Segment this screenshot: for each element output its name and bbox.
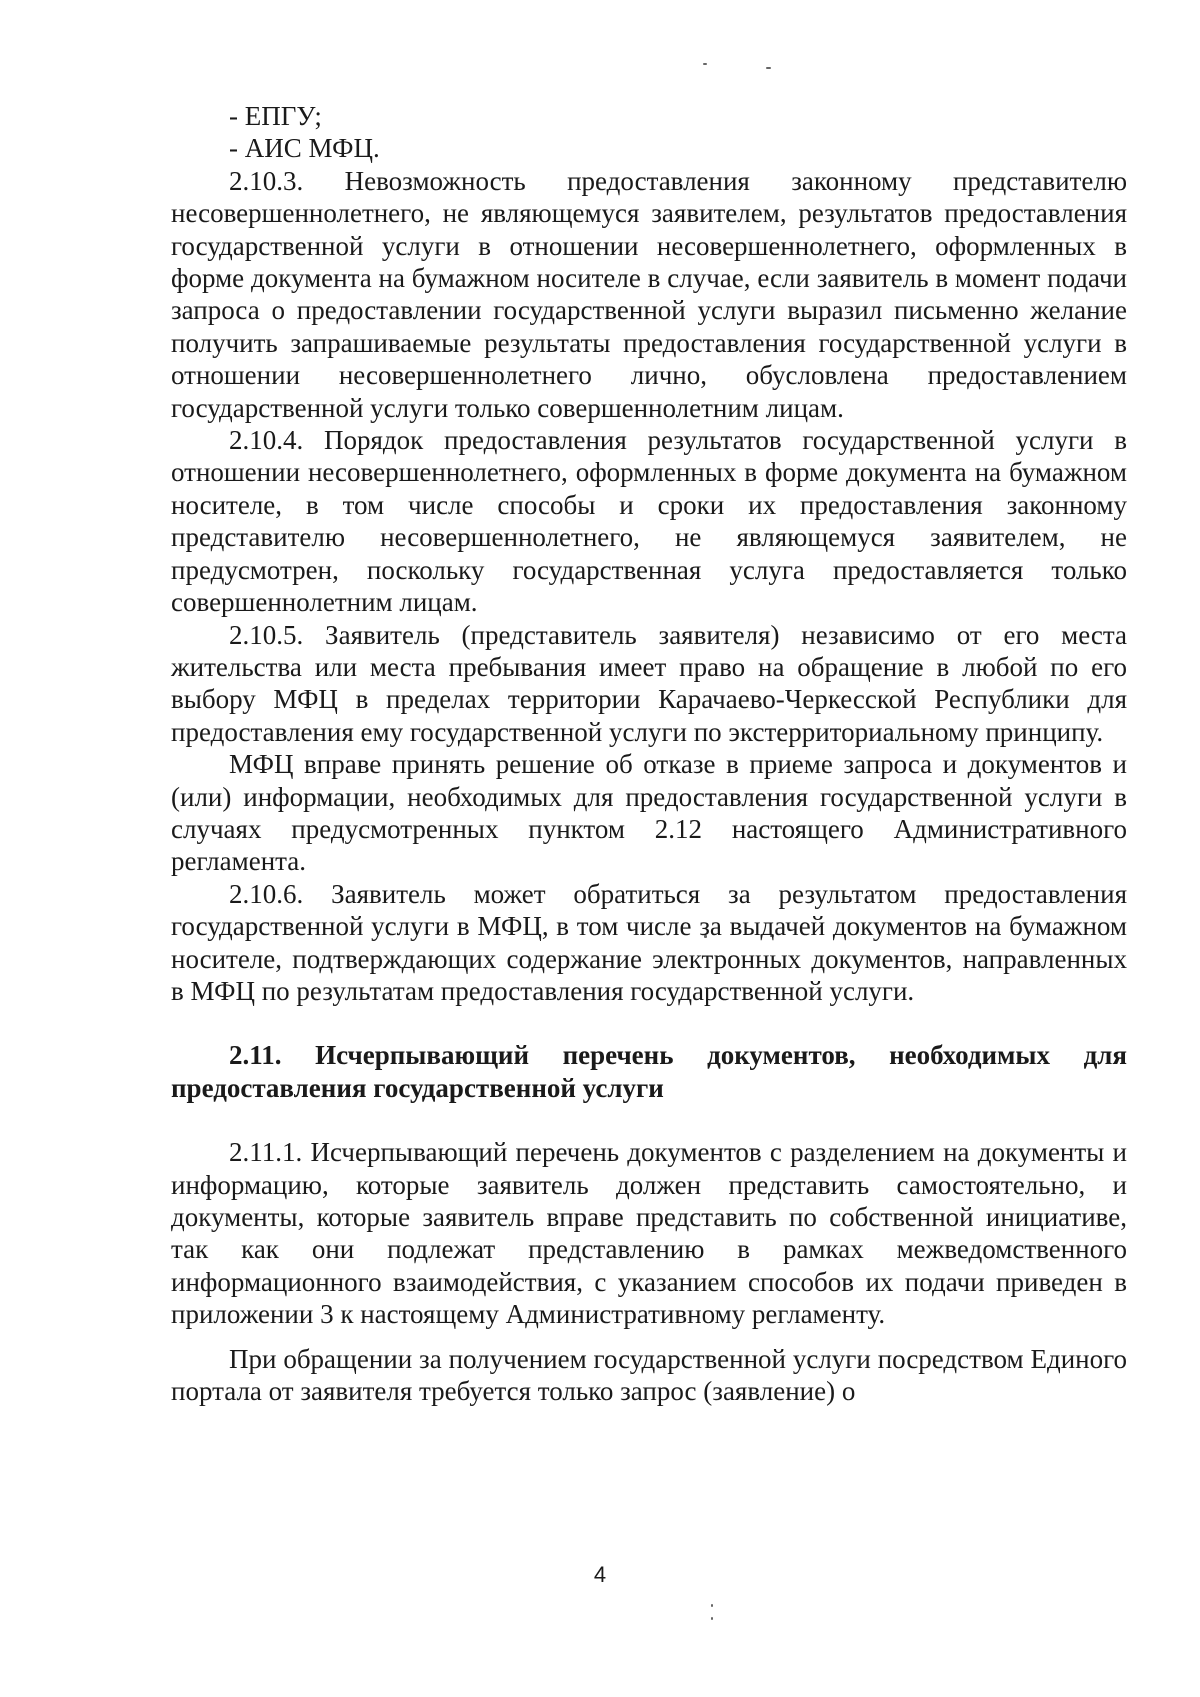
paragraph-2-10-4: 2.10.4. Порядок предоставления результатов государственной услуги в отношении несовершеннолетнего, оформленных в форме документа на бумажном носителе, в том числе способы и сроки их предоставления законному представителю несовершеннолетнего, не являющемуся заявителем, не предусмотрен, поскольку государственная услуга предоставляется только совершеннолетним лицам. <box>171 425 1127 618</box>
paragraph-2-10-3: 2.10.3. Невозможность предоставления законному представителю несовершеннолетнего, не являющемуся заявителем, результатов предоставления государственной услуги в отношении несовершеннолетнего, оформленных в форме документа на бумажном носителе в случае, если заявитель в момент подачи запроса о предоставлении государственной услуги выразил письменно желание получить запрашиваемые результаты предоставления государственной услуги в отношении несовершеннолетнего лично, обусловлена предоставлением государственной услуги только совершеннолетним лицам. <box>171 165 1127 423</box>
scan-speck <box>703 63 707 65</box>
document-body <box>171 100 1127 1407</box>
paragraph-single-portal: При обращении за получением государственной услуги посредством Единого портала от заявителя требуется только запрос (заявление) о <box>171 1343 1127 1407</box>
page-number: 4 <box>593 1562 607 1587</box>
paragraph-mfc-refusal: МФЦ вправе принять решение об отказе в приеме запроса и документов и (или) информации, необходимых для предоставления государственной услуги в случаях предусмотренных пунктом 2.12 настоящего Административного регламента. <box>171 749 1127 877</box>
list-item: - ЕПГУ; <box>229 101 322 131</box>
paragraph-2-10-5: 2.10.5. Заявитель (представитель заявителя) независимо от его места жительства или места пребывания имеет право на обращение в любой по его выбору МФЦ в пределах территории Карачаево-Черкесской Республики для предоставления ему государственной услуги по экстерриториальному принципу. <box>171 619 1127 747</box>
section-heading-2-11: 2.11. Исчерпывающий перечень документов, необходимых для предоставления государственной услуги <box>171 1040 1127 1103</box>
scan-speck <box>711 1617 713 1620</box>
scan-speck <box>766 67 771 69</box>
list-item: - АИС МФЦ. <box>229 133 380 164</box>
paragraph-2-11-1: 2.11.1. Исчерпывающий перечень документов с разделением на документы и информацию, которые заявитель должен представить самостоятельно, и документы, которые заявитель вправе представить по собственной инициативе, так как они подлежат представлению в рамках межведомственного информационного взаимодействия, с указанием способов их подачи приведен в приложении 3 к настоящему Административному регламенту. <box>171 1137 1127 1330</box>
scan-speck <box>711 1604 713 1607</box>
paragraph-2-10-6: 2.10.6. Заявитель может обратиться за результатом предоставления государственной услуги в МФЦ, в том числе за выдачей документов на бумажном носителе, подтверждающих содержание электронных документов, направленных в МФЦ по результатам предоставления государственной услуги. <box>171 878 1127 1006</box>
